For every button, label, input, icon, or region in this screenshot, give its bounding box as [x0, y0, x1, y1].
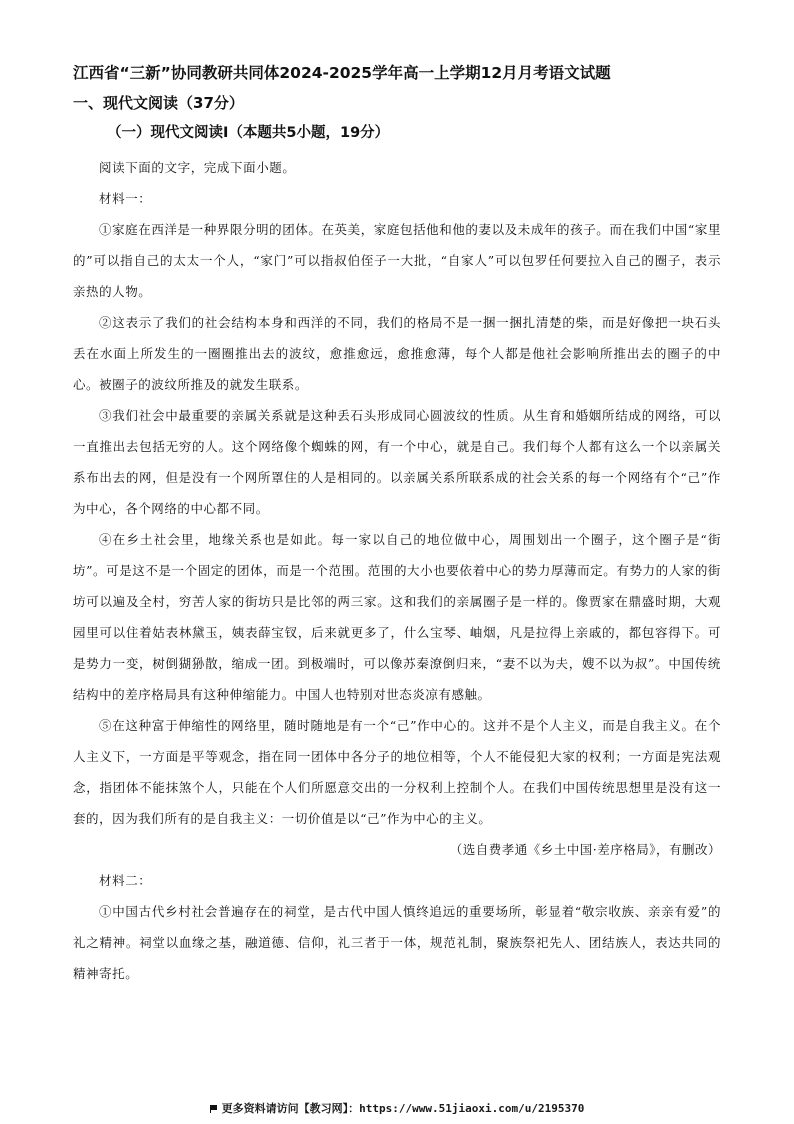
material-two-label: 材料二： — [99, 873, 152, 888]
footer-link[interactable] — [0, 1100, 794, 1116]
material-one-label: 材料一： — [99, 191, 152, 206]
section-heading: 一、现代文阅读（37分） — [73, 94, 244, 112]
material-one-paragraph-3: ③我们社会中最重要的亲属关系就是这种丢石头形成同心圆波纹的性质。从生育和婚姻所结成的网络，可以一直推出去包括无穷的人。这个网络像个蜘蛛的网，有一个中心，就是自己。我们每个人都有这么一个以亲属关系布出去的网，但是没有一个网所罩住的人是相同的。以亲属关系所联系成的社会关系的每一个网络有个“己”作为中心，各个网络的中心都不同。 — [73, 408, 721, 516]
material-one-source: （选自费孝通《乡土中国·差序格局》，有删改） — [449, 842, 721, 857]
material-one-paragraph-5: ⑤在这种富于伸缩性的网络里，随时随地是有一个“己”作中心的。这并不是个人主义，而是自我主义。在个人主义下，一方面是平等观念，指在同一团体中各分子的地位相等，个人不能侵犯大家的权利；一方面是宪法观念，指团体不能抹煞个人，只能在个人们所愿意交出的一分权利上控制个人。在我们中国传统思想里是没有这一套的，因为我们所有的是自我主义：一切价值是以“己”作为中心的主义。 — [73, 718, 721, 826]
subsection-heading: （一）现代文阅读Ⅰ（本题共5小题，19分） — [107, 125, 390, 141]
document-title: 江西省“三新”协同教研共同体2024-2025学年高一上学期12月月考语文试题 — [73, 64, 611, 82]
material-one-paragraph-1: ①家庭在西洋是一种界限分明的团体。在英美，家庭包括他和他的妻以及未成年的孩子。而在我们中国“家里的”可以指自己的太太一个人，“家门”可以指叔伯侄子一大批，“自家人”可以包罗任何要拉入自己的圈子，表示亲热的人物。 — [73, 222, 721, 299]
flag-icon — [210, 1105, 218, 1113]
material-one-paragraph-2: ②这表示了我们的社会结构本身和西洋的不同，我们的格局不是一捆一捆扎清楚的柴，而是好像把一块石头丢在水面上所发生的一圈圈推出去的波纹，愈推愈远，愈推愈薄，每个人都是他社会影响所推出去的圈子的中心。被圈子的波纹所推及的就发生联系。 — [73, 315, 721, 392]
footer-text: 更多资料请访问【教习网】：https://www.51jiaoxi.com/u/2195370 — [221, 1102, 585, 1115]
material-two-paragraph-1: ①中国古代乡村社会普遍存在的祠堂，是古代中国人慎终追远的重要场所，彰显着“敬宗收族、亲亲有爱”的礼之精神。祠堂以血缘之基，融道德、信仰，礼三者于一体，规范礼制，聚族祭祀先人、团结族人，表达共同的精神寄托。 — [73, 904, 721, 981]
document-page — [73, 62, 721, 989]
instruction-text: 阅读下面的文字，完成下面小题。 — [99, 160, 296, 175]
material-one-paragraph-4: ④在乡土社会里，地缘关系也是如此。每一家以自己的地位做中心，周围划出一个圈子，这个圈子是“街坊”。可是这不是一个固定的团体，而是一个范围。范围的大小也要依着中心的势力厚薄而定。有势力的人家的街坊可以遍及全村，穷苦人家的街坊只是比邻的两三家。这和我们的亲属圈子是一样的。像贾家在鼎盛时期，大观园里可以住着姑表林黛玉，姨表薛宝钗，后来就更多了，什么宝琴、岫烟，凡是拉得上亲戚的，都包容得下。可是势力一变，树倒猢狲散，缩成一团。到极端时，可以像苏秦潦倒归来，“妻不以为夫，嫂不以为叔”。中国传统结构中的差序格局具有这种伸缩能力。中国人也特别对世态炎凉有感触。 — [73, 532, 721, 702]
